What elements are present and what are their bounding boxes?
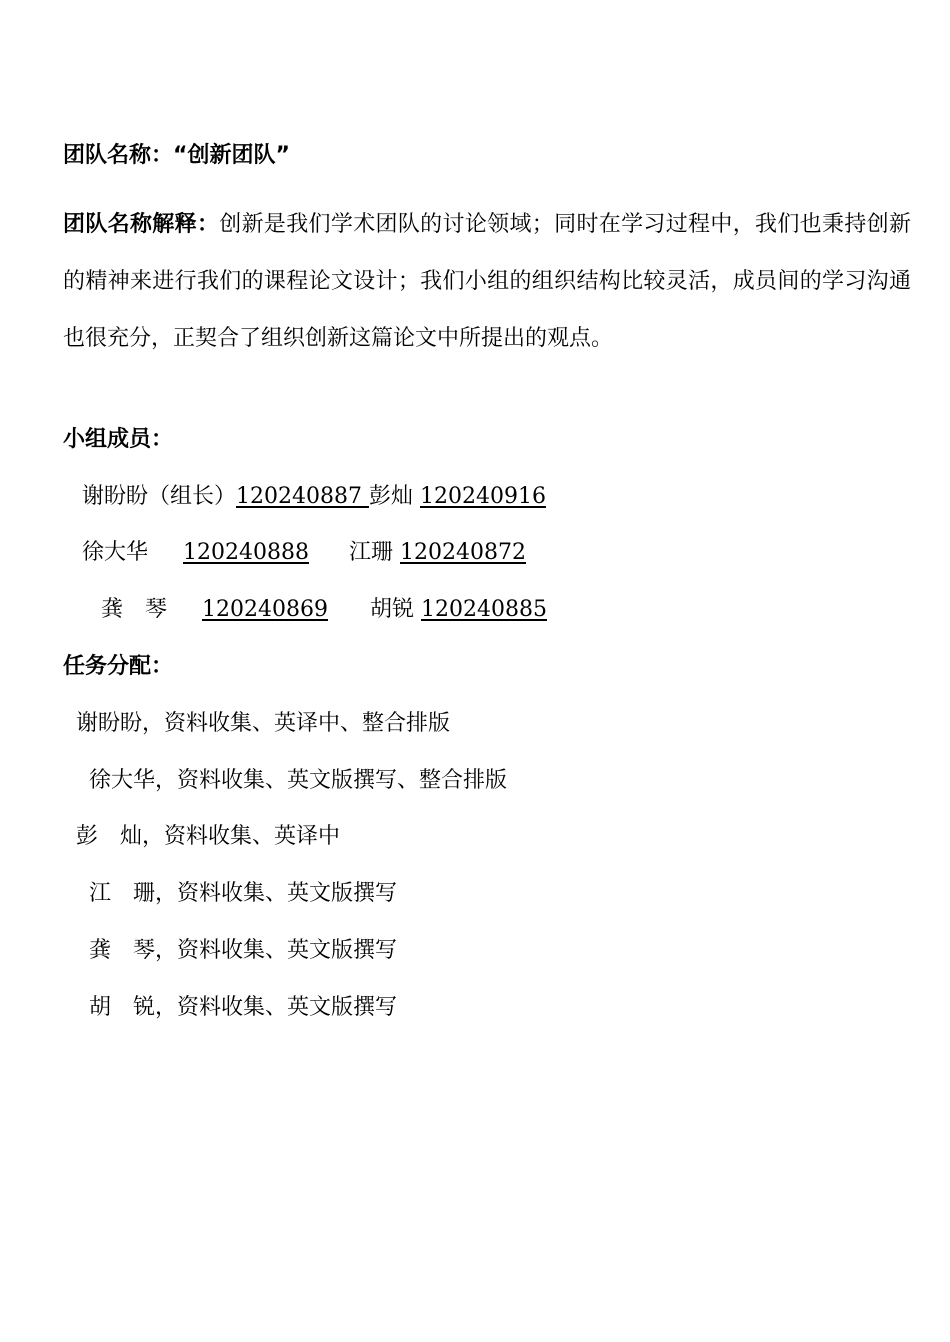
member-id: 120240916 — [420, 484, 546, 509]
member-id: 120240869 — [202, 597, 328, 622]
task-item: 谢盼盼，资料收集、英译中、整合排版 — [76, 711, 451, 736]
member-name: 徐大华 — [82, 540, 149, 565]
member-name: 龚 琴 — [101, 597, 168, 622]
team-explanation-paragraph — [63, 196, 911, 367]
tasks-heading: 任务分配： — [63, 654, 174, 679]
member-row-3 — [101, 595, 167, 625]
team-explanation-text: 创新是我们学术团队的讨论领域；同时在学习过程中，我们也秉持创新的精神来进行我们的课程论文设计；我们小组的组织结构比较灵活，成员间的学习沟通也很充分，正契合了组织创新这篇论文中所提出的观点。 — [63, 212, 911, 351]
member-id: 120240872 — [400, 540, 526, 565]
task-item: 龚 琴，资料收集、英文版撰写 — [89, 938, 398, 963]
member-name: 胡锐 — [370, 597, 415, 622]
member-row-1 — [82, 482, 546, 512]
task-item: 胡 锐，资料收集、英文版撰写 — [89, 995, 398, 1020]
task-item: 彭 灿，资料收集、英译中 — [76, 824, 341, 849]
member-row-2 — [82, 538, 148, 568]
member-id: 120240888 — [183, 540, 309, 565]
member-row-3b — [370, 595, 547, 625]
member-id: 120240887 — [236, 484, 369, 509]
member-name: 彭灿 — [368, 484, 413, 509]
team-name-value: “创新团队” — [173, 143, 290, 168]
team-name-line — [63, 141, 290, 171]
task-item: 江 珊，资料收集、英文版撰写 — [89, 881, 398, 906]
member-id: 120240885 — [421, 597, 547, 622]
task-item: 徐大华，资料收集、英文版撰写、整合排版 — [89, 768, 508, 793]
team-explanation-label: 团队名称解释： — [63, 212, 220, 237]
member-name: 江珊 — [349, 540, 394, 565]
members-heading: 小组成员： — [63, 427, 174, 452]
member-name: 谢盼盼（组长） — [82, 484, 237, 509]
team-name-label: 团队名称： — [63, 143, 174, 168]
member-row-2b — [349, 538, 526, 568]
